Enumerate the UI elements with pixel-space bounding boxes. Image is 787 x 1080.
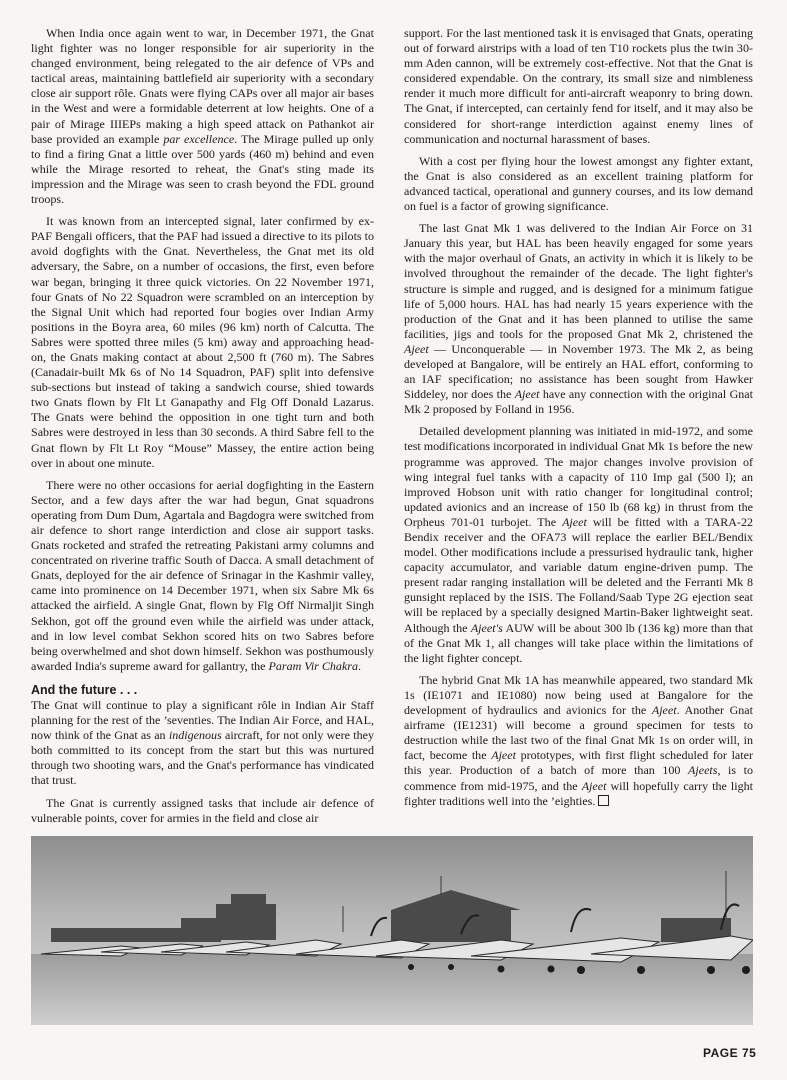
- paragraph-current-tasks: The Gnat is currently assigned tasks that include air defence of vulnerable points, cover for armies in the field and close air: [31, 795, 374, 825]
- airfield-photograph: [31, 836, 753, 1025]
- paragraph-1971-war: When India once again went to war, in December 1971, the Gnat light fighter was no longer responsible for air superiority in the changed environment, being relegated to the air defence of VPs and tactical areas, maintaining battlefield air superiority with a secondary close air support rôle. Gnats were flying CAPs over all major air bases in the West and were a formidable deterrent at low heights. One of a pair of Mirage IIIEPs making a high speed attack on Pathankot air base provided an example par excellence. The Mirage pulled up only to find a firing Gnat a little over 500 yards (460 m) behind and even while the Mirage resorted to reheat, the Gnat's sting made its impression and the Mirage was seen to crash beyond the FDL ground troops.: [31, 26, 374, 207]
- paragraph-eastern-sector: There were no other occasions for aerial dogfighting in the Eastern Sector, and a few days after the war had begun, Gnat squadrons operating from Dum Dum, Agartala and Bagdogra were switched from air defence to short range interdiction and close air support tasks. Gnats rocketed and strafed the retreating Pakistani army columns and concentrated on riverine traffic South of Dacca. A small detachment of Gnats, deployed for the air defence of Srinagar in the Kashmir valley, came into prominence on 14 December 1971, when six Sabre Mk 6s attacked the airfield. A single Gnat, flown by Flg Off Nirmaljit Singh Sekhon, got off the ground even while the airfield was under attack, and in low level combat Sekhon scored hits on two Sabres before being overwhelmed and shot down himself. Sekhon was posthumously awarded India's supreme award for gallantry, the Param Vir Chakra.: [31, 477, 374, 673]
- paragraph-last-mk1: The last Gnat Mk 1 was delivered to the Indian Air Force on 31 January this year, but HAL has been heavily engaged for some years with the major overhaul of Gnats, an activity in which it is likely to be involved throughout the remainder of the decade. The light fighter's structure is simple and rugged, and is designed for a minimum fatigue life of 5,000 hours. HAL has had nearly 15 years experience with the production of the Gnat and it has been planned to utilise the same facilities, jigs and tools for the proposed Gnat Mk 2, christened the Ajeet — Unconquerable — in November 1973. The Mk 2, as being developed at Bangalore, will be entirely an HAL effort, conforming to an IAF specification; no assistance has been sought from Hawker Siddeley, nor does the Ajeet have any connection with the original Gnat Mk 2 proposed by Folland in 1956.: [404, 221, 754, 417]
- paragraph-future-role: The Gnat will continue to play a significant rôle in Indian Air Staff planning for the rest of the ’seventies. The Indian Air Force, and HAL, now think of the Gnat as an indigenous aircraft, for not only were they both committed to its concept from the start but this was nurtured through two shooting wars, and the Gnat's performance has vindicated that trust.: [31, 697, 375, 788]
- page-number: PAGE 75: [703, 1046, 757, 1060]
- paragraph-close-support: support. For the last mentioned task it is envisaged that Gnats, operating out of forward airstrips with a load of ten T10 rockets plus the twin 30-mm Aden cannon, will be extremely cost-effective. Not that the Gnat is considered expendable. On the contrary, its small size and nimbleness render it much more difficult for anti-aircraft weaponry to bring down. The Gnat, if intercepted, can certainly fend for itself, and it may also be considered for short-range interdiction against enemy lines of communication and nocturnal harassment of bases.: [404, 26, 753, 146]
- paragraph-hybrid-mk1a: The hybrid Gnat Mk 1A has meanwhile appeared, two standard Mk 1s (IE1071 and IE1080) now being used at Bangalore for the development of hydraulics and avionics for the Ajeet. Another Gnat airframe (IE1231) will become a ground specimen for tests to destruction while the last two of the final Gnat Mk 1s on order will, in fact, become the Ajeet prototypes, with first flight scheduled for later this year. Production of a batch of more than 100 Ajeets, is to commence from mid-1975, and the Ajeet will hopefully carry the light fighter traditions well into the ’eighties.: [404, 672, 754, 808]
- subheading-and-the-future: And the future . . .: [31, 682, 138, 697]
- end-of-article-mark: [598, 795, 609, 806]
- paragraph-sabre-encounter: It was known from an intercepted signal, later confirmed by ex-PAF Bengali officers, that the PAF had issued a directive to its pilots to avoid dogfights with the Gnat. Nevertheless, the Gnat met its old adversary, the Sabre, on a number of occasions, the first, even before war began, bringing it three quick victories. On 22 November 1971, four Gnats of No 22 Squadron were scrambled on an interception by the Signal Unit which had reported four bogies over Indian Army positions in the Boyra area, 60 miles (96 km) north of Calcutta. The Sabres were spotted three miles (5 km) away and approaching head-on, the Gnats making contact at about 2,500 ft (760 m). The Sabres (Canadair-built Mk 6s of No 14 Squadron, PAF) split into defensive sub-sections but instead of taking a sandwich course, shied towards two Gnats flown by Flt Lt Ganapathy and Flg Off Donald Lazarus. The Gnats were behind the opposition in one tight turn and both Sabres were destroyed in less than 30 seconds. A third Sabre fell to the Gnat flown by Flt Lt Roy “Mouse” Massey, the entire action being over in about one minute.: [31, 214, 374, 470]
- paragraph-cost-per-hour: With a cost per flying hour the lowest amongst any fighter extant, the Gnat is also considered as an excellent training platform for advanced tactical, operational and gunnery courses, and its low demand on fuel is a factor of growing significance.: [404, 153, 753, 214]
- left-column: [31, 26, 374, 826]
- right-column: [404, 26, 753, 809]
- paragraph-development-planning: Detailed development planning was initiated in mid-1972, and some test modifications incorporated in individual Gnat Mk 1s before the new programme was approved. The major changes involve provision of wing integral fuel tanks with a capacity of 110 Imp gal (500 l); an improved Hobson unit with ratio changer for longitudinal control; updated avionics and an increase of 150 lb (68 kg) in thrust from the Orpheus 701-01 turbojet. The Ajeet will be fitted with a TARA-22 Bendix receiver and the OFA73 will replace the earlier BEL/Bendix model. Other modifications include a pressurised hydraulic tank, higher capacity accumulator, and variable datum engine-driven pump. The present radar ranging installation will be deleted and the Ferranti Mk 8 gunsight replaced by the ISIS. The Folland/Saab Type 2G ejection seat will be replaced by a specially designed Martin-Baker lightweight seat. Although the Ajeet's AUW will be about 300 lb (136 kg) more than that of the Gnat Mk 1, all changes will take place within the limitations of the light fighter concept.: [404, 424, 753, 665]
